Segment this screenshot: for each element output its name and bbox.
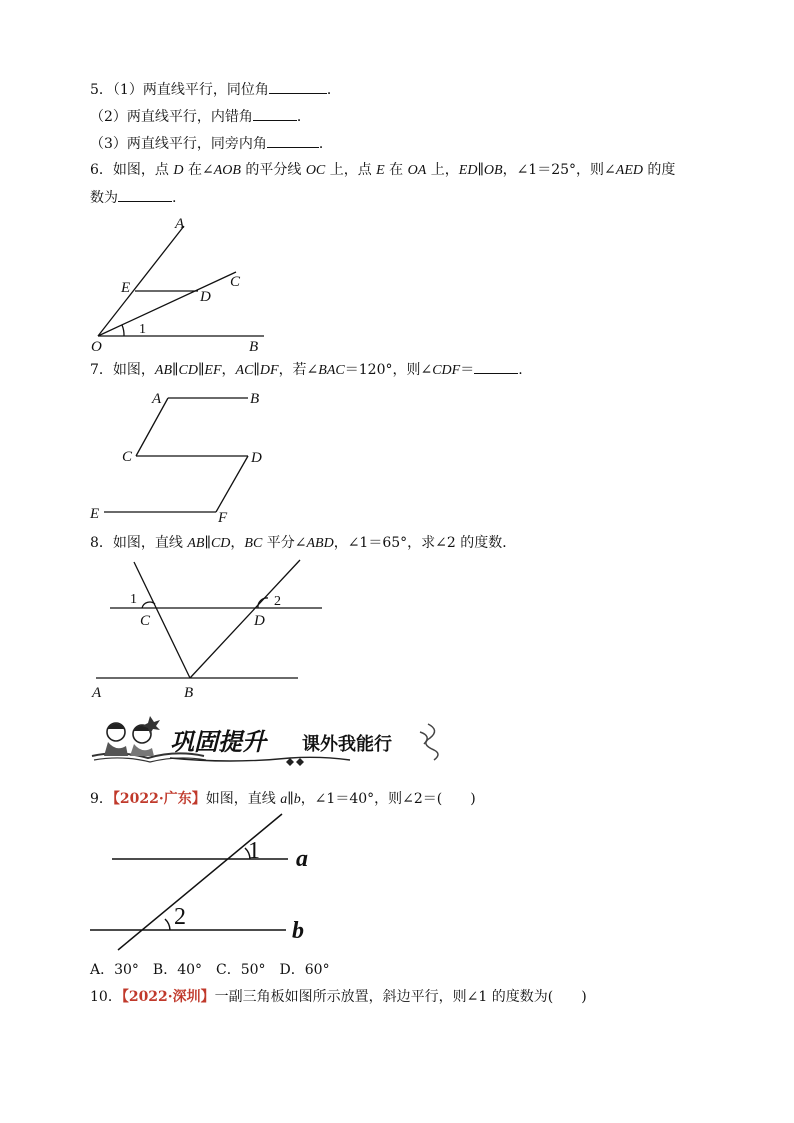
q6-ray-oc bbox=[98, 272, 236, 336]
q8-label-1: 1 bbox=[130, 592, 137, 607]
q8-text-a: 如图，直线 bbox=[112, 535, 188, 551]
q6-text-b: 在∠ bbox=[183, 162, 214, 178]
q6-text-h: ，∠1＝25°，则∠ bbox=[502, 162, 616, 178]
q6-number: 6． bbox=[90, 162, 113, 178]
q6-label-a: A bbox=[175, 216, 185, 232]
q8-label-a: A bbox=[92, 685, 102, 701]
q6-label-o: O bbox=[91, 339, 102, 355]
q8-line-bd bbox=[190, 560, 300, 678]
q5-line-2 bbox=[90, 106, 311, 127]
q5-period-3: ． bbox=[318, 136, 333, 152]
q9-line bbox=[90, 789, 476, 810]
q8-label-2: 2 bbox=[274, 594, 281, 609]
q6-angle-1-arc bbox=[122, 325, 124, 336]
q6-label-1: 1 bbox=[139, 322, 146, 337]
q7-var-cdf: CDF bbox=[432, 363, 461, 378]
q7-var-df: DF bbox=[259, 363, 279, 378]
q9-var-b: b bbox=[293, 792, 301, 807]
swirl-ornament-icon bbox=[420, 724, 438, 760]
q8-var-ab: AB bbox=[187, 536, 205, 551]
q8-angle-2-arc bbox=[258, 598, 268, 608]
q8-number: 8． bbox=[90, 535, 113, 551]
q6-text-c: 的平分线 bbox=[240, 162, 306, 178]
q9-label-b: b bbox=[292, 918, 304, 944]
q6-figure bbox=[88, 212, 278, 355]
q9-options[interactable] bbox=[90, 960, 330, 980]
q6-var-oc: OC bbox=[305, 163, 326, 178]
q6-line-2 bbox=[90, 187, 176, 208]
q6-text-i: 的度 bbox=[642, 162, 676, 178]
q9-var-a: a bbox=[280, 792, 288, 807]
q5-blank-1[interactable] bbox=[269, 79, 327, 94]
q6-period: . bbox=[172, 190, 177, 206]
q9-figure bbox=[90, 818, 330, 954]
q7-figure bbox=[88, 386, 278, 526]
q7-line bbox=[90, 359, 523, 381]
q6-ray-oa bbox=[98, 226, 184, 336]
q9-label-a: a bbox=[296, 846, 308, 872]
q9-angle-2-arc bbox=[165, 919, 170, 930]
banner-title: 巩固提升 bbox=[170, 730, 266, 756]
q6-blank[interactable] bbox=[118, 187, 172, 202]
q8-label-b: B bbox=[184, 685, 194, 701]
q5-period-2: ． bbox=[296, 109, 311, 125]
q8-text-c: 平分∠ bbox=[262, 535, 307, 551]
q6-label-b: B bbox=[249, 339, 259, 355]
q7-var-ab: AB bbox=[154, 363, 173, 378]
q8-parallel: ∥ bbox=[204, 535, 211, 551]
q6-var-ed: ED bbox=[458, 163, 478, 178]
q8-text-d: ，∠1＝65°，求∠2 的度数． bbox=[333, 535, 517, 551]
q6-label-c: C bbox=[230, 274, 241, 290]
q7-text-a: 如图， bbox=[112, 362, 155, 378]
q7-label-e: E bbox=[90, 506, 100, 522]
q8-label-c: C bbox=[140, 613, 151, 629]
q10-source-tag: 【2022·深圳】 bbox=[121, 989, 215, 1005]
q7-text-e: ＝ bbox=[460, 362, 475, 378]
q6-var-d: D bbox=[173, 163, 184, 178]
q6-parallel: ∥ bbox=[477, 162, 484, 178]
q7-period: . bbox=[518, 362, 523, 378]
q7-text-b: ， bbox=[221, 362, 236, 378]
q8-line bbox=[90, 533, 516, 554]
q9-label-1: 1 bbox=[248, 838, 260, 864]
q9-source-tag: 【2022·广东】 bbox=[112, 791, 206, 807]
q7-var-ac: AC bbox=[235, 363, 254, 378]
q8-var-bc: BC bbox=[244, 536, 263, 551]
q7-label-d: D bbox=[251, 450, 262, 466]
q10-line bbox=[90, 987, 587, 1007]
q9-number: 9． bbox=[90, 791, 113, 807]
q7-label-f: F bbox=[218, 510, 228, 526]
q7-number: 7． bbox=[90, 362, 113, 378]
q6-var-ob: OB bbox=[483, 163, 503, 178]
q9-text-a: 如图，直线 bbox=[205, 791, 281, 807]
q5-part-1: （1）两直线平行，同位角 bbox=[112, 82, 269, 98]
q6-text-f: 上， bbox=[426, 162, 459, 178]
q5-blank-2[interactable] bbox=[253, 106, 297, 121]
q9-text-b: ，∠1＝40°，则∠2＝( ) bbox=[300, 791, 476, 807]
q7-var-bac: BAC bbox=[318, 363, 345, 378]
q7-blank[interactable] bbox=[474, 359, 518, 374]
q7-parallel-3: ∥ bbox=[253, 362, 260, 378]
q5-line-3 bbox=[90, 133, 333, 154]
q5-blank-3[interactable] bbox=[267, 133, 319, 148]
q9-label-2: 2 bbox=[174, 904, 186, 930]
q5-number: 5． bbox=[90, 82, 113, 98]
q9-parallel: ∥ bbox=[287, 791, 294, 807]
q6-text-d: 上，点 bbox=[325, 162, 377, 178]
q7-var-ef: EF bbox=[204, 363, 222, 378]
q7-parallel-2: ∥ bbox=[197, 362, 205, 378]
q6-var-aob: AOB bbox=[213, 163, 241, 178]
q7-segment-df bbox=[216, 456, 248, 512]
q7-label-b: B bbox=[250, 391, 260, 407]
q7-text-d: ＝120°，则∠ bbox=[344, 362, 433, 378]
q9-options-text: A．30° B．40° C．50° D．60° bbox=[90, 962, 330, 978]
q6-label-d: D bbox=[200, 289, 211, 305]
section-banner bbox=[90, 712, 450, 770]
q5-part-3: （3）两直线平行，同旁内角 bbox=[90, 136, 267, 152]
q7-label-c: C bbox=[122, 449, 133, 465]
q5-period-1: ． bbox=[326, 82, 341, 98]
q7-text-c: ，若∠ bbox=[278, 362, 319, 378]
q7-label-a: A bbox=[152, 391, 162, 407]
q10-text: 一副三角板如图所示放置，斜边平行，则∠1 的度数为( ) bbox=[214, 989, 587, 1005]
q6-var-oa: OA bbox=[407, 163, 427, 178]
q8-figure bbox=[88, 558, 328, 702]
q8-var-cd: CD bbox=[210, 536, 231, 551]
q6-text-l2: 数为 bbox=[90, 190, 118, 206]
q6-var-aed: AED bbox=[615, 163, 643, 178]
q7-parallel-1: ∥ bbox=[172, 362, 179, 378]
q6-text-a: 如图，点 bbox=[112, 162, 174, 178]
q6-line-1 bbox=[90, 160, 675, 181]
q6-var-e: E bbox=[376, 163, 385, 178]
q8-label-d: D bbox=[254, 613, 265, 629]
q7-var-cd: CD bbox=[178, 363, 198, 378]
q6-label-e: E bbox=[121, 280, 131, 296]
q5-part-2: （2）两直线平行，内错角 bbox=[90, 109, 253, 125]
q8-angle-1-arc bbox=[142, 602, 155, 608]
q8-text-b: ， bbox=[230, 535, 245, 551]
q8-var-abd: ABD bbox=[306, 536, 334, 551]
q6-text-e: 在 bbox=[384, 162, 408, 178]
banner-subtitle: 课外我能行 bbox=[302, 734, 392, 754]
q5-line-1 bbox=[90, 79, 341, 100]
q10-number: 10． bbox=[90, 989, 122, 1005]
